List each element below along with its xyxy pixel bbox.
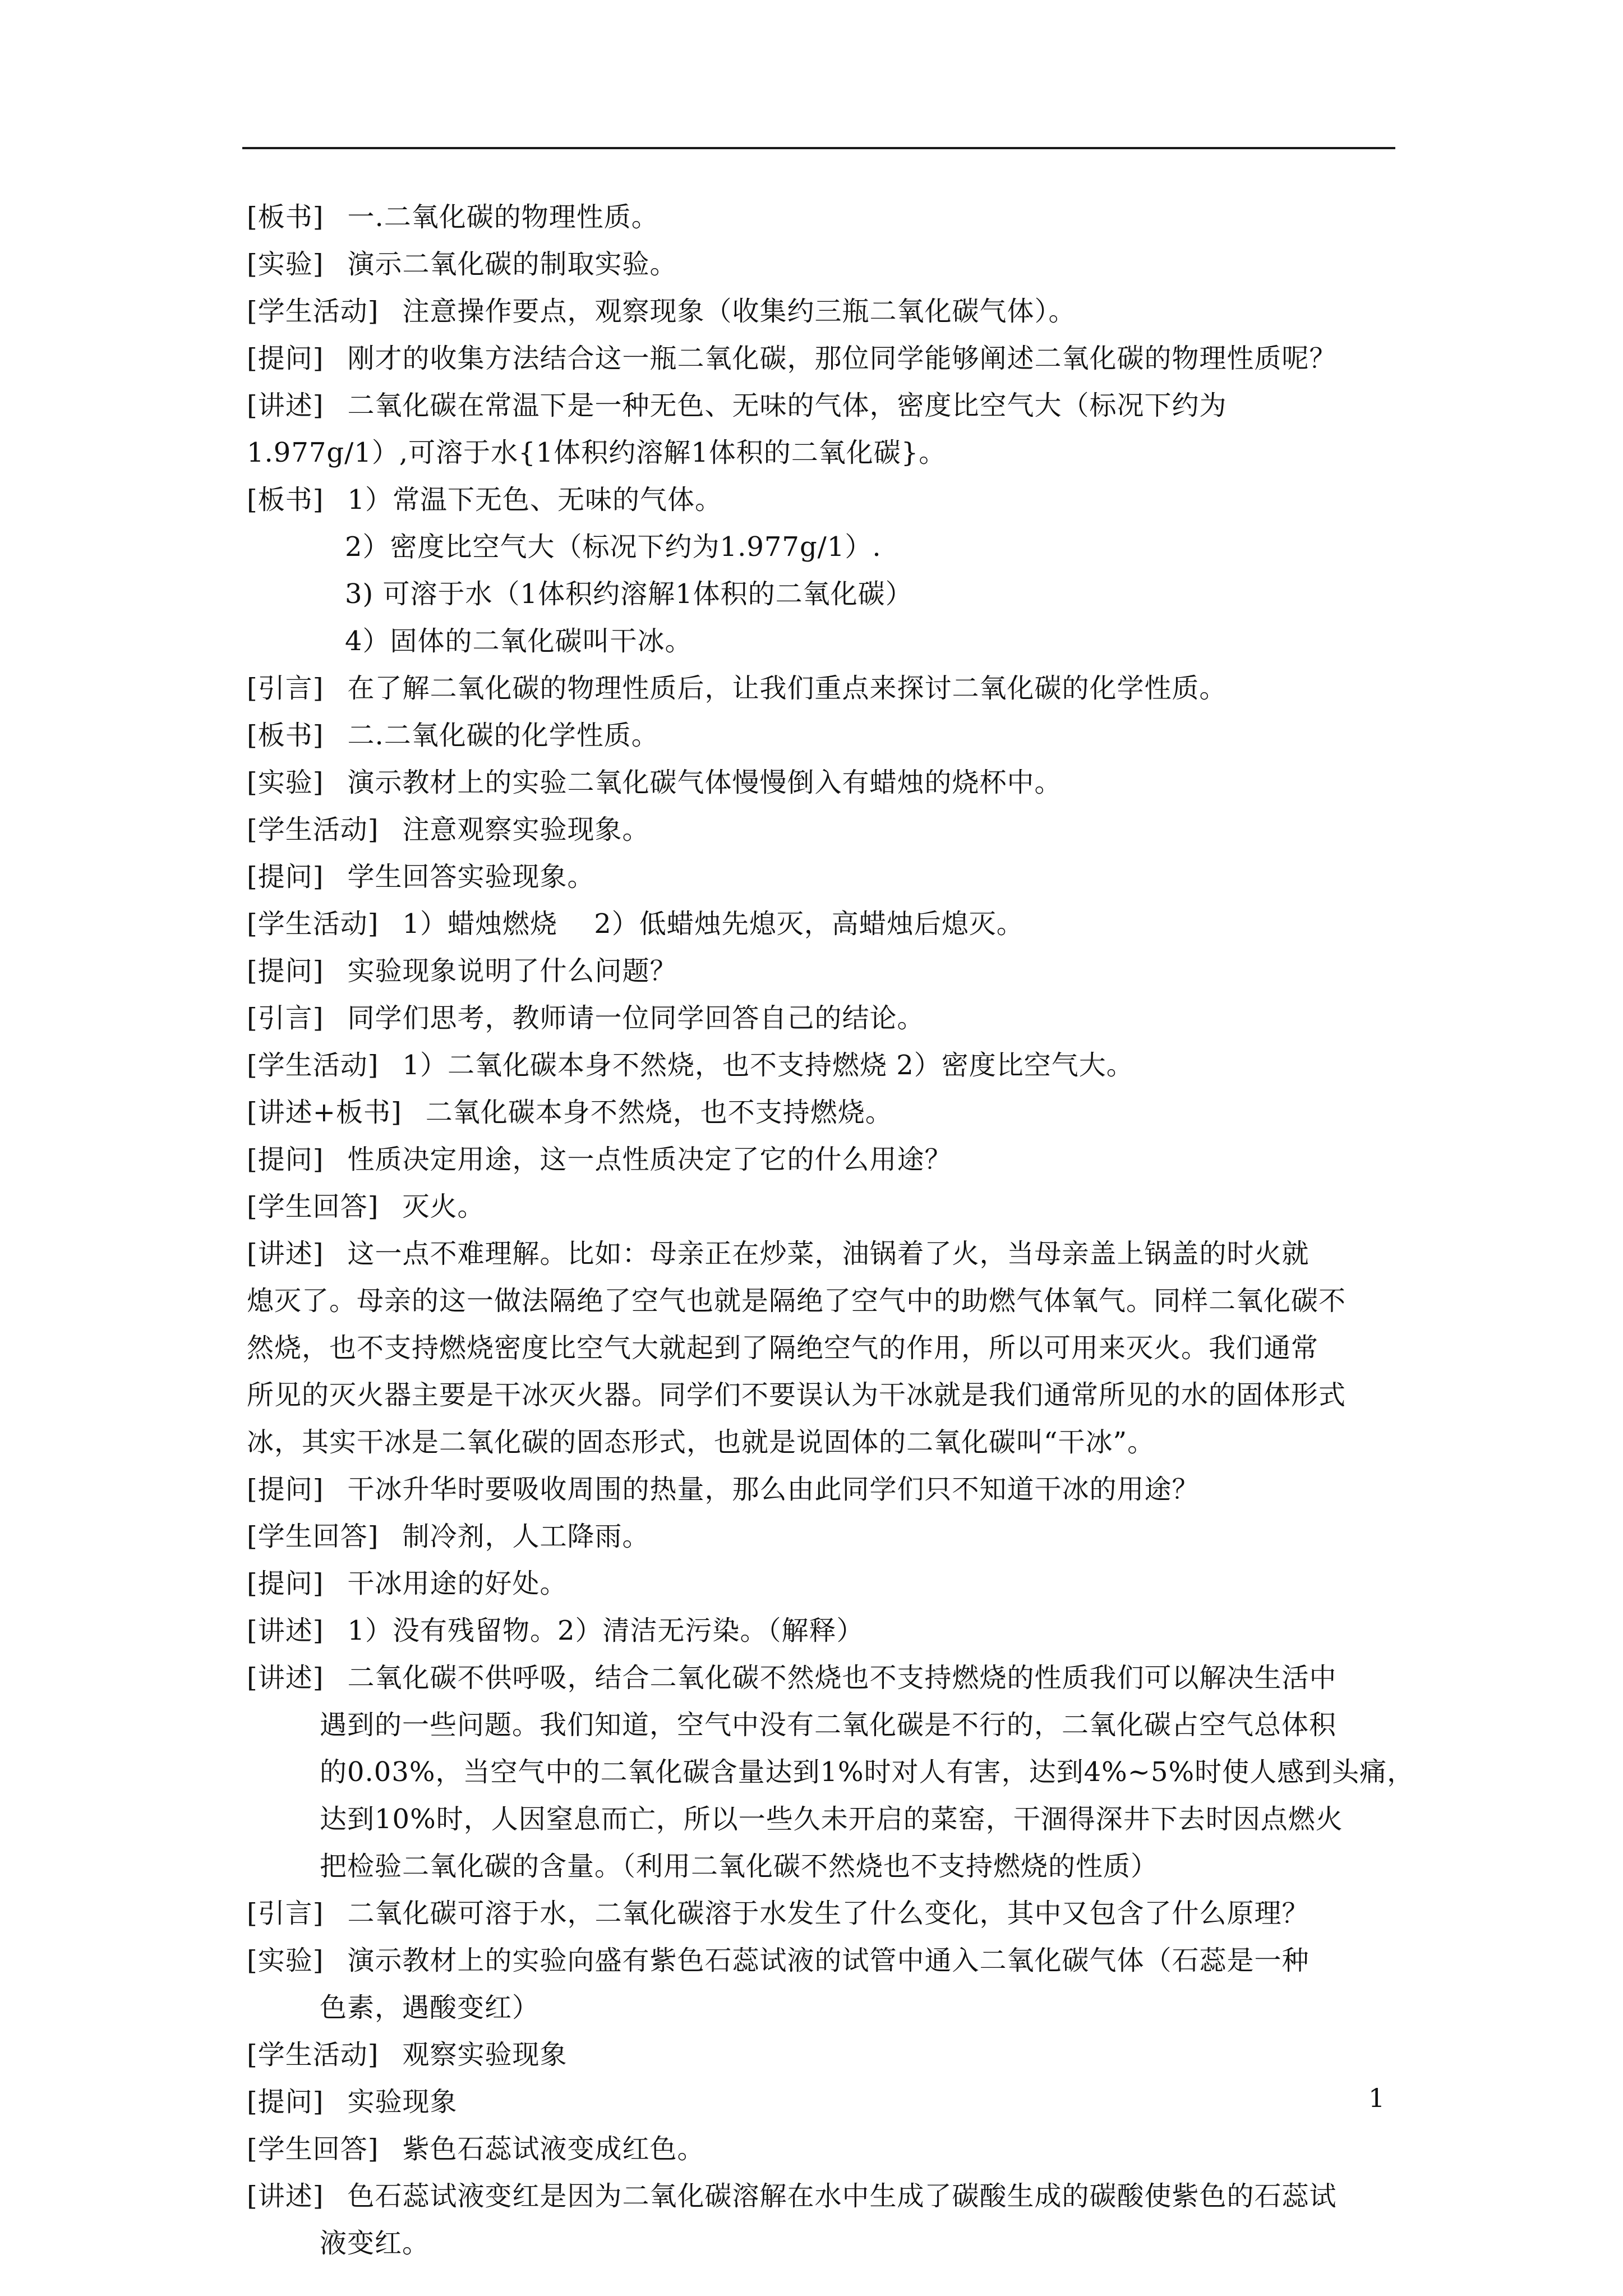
experiment-line: [实验] 演示教材上的实验向盛有紫色石蕊试液的试管中通入二氧化碳气体（石蕊是一种 — [247, 1945, 1310, 1976]
board-list-item: 3) 可溶于水（1体积约溶解1体积的二氧化碳） — [345, 578, 913, 610]
lecture-continuation-line: 冰，其实干冰是二氧化碳的固态形式，也就是说固体的二氧化碳叫“干冰”。 — [247, 1427, 1155, 1458]
student-activity-line: [学生活动] 1）蜡烛燃烧 2）低蜡烛先熄灭，高蜡烛后熄灭。 — [247, 908, 1024, 940]
lecture-continuation-line: 的0.03%，当空气中的二氧化碳含量达到1%时对人有害，达到4%~5%时使人感到头痛， — [320, 1756, 1415, 1788]
student-activity-line: [学生活动] 1）二氧化碳本身不然烧，也不支持燃烧 2）密度比空气大。 — [247, 1050, 1134, 1081]
question-line: [提问] 刚才的收集方法结合这一瓶二氧化碳，那位同学能够阐述二氧化碳的物理性质呢？ — [247, 343, 1337, 374]
student-activity-line: [学生活动] 注意观察实验现象。 — [247, 814, 650, 845]
lecture-continuation-line: 熄灭了。母亲的这一做法隔绝了空气也就是隔绝了空气中的助燃气体氧气。同样二氧化碳不 — [247, 1285, 1347, 1317]
board-note-line: [板书] 二.二氧化碳的化学性质。 — [247, 720, 659, 751]
student-activity-line: [学生活动] 注意操作要点，观察现象（收集约三瓶二氧化碳气体）。 — [247, 296, 1076, 327]
lecture-continuation-line: 然烧，也不支持燃烧密度比空气大就起到了隔绝空气的作用，所以可用来灭火。我们通常 — [247, 1332, 1319, 1364]
question-line: [提问] 学生回答实验现象。 — [247, 861, 595, 892]
lecture-line: [讲述] 色石蕊试液变红是因为二氧化碳溶解在水中生成了碳酸生成的碳酸使紫色的石蕊试 — [247, 2180, 1337, 2212]
page-number: 1 — [1368, 2083, 1385, 2113]
board-list-item: 4）固体的二氧化碳叫干冰。 — [345, 625, 693, 657]
lecture-continuation-line: 达到10%时，人因窒息而亡，所以一些久未开启的菜窑，干涸得深井下去时因点燃火 — [320, 1803, 1343, 1835]
header-rule — [242, 147, 1395, 149]
question-line: [提问] 实验现象说明了什么问题？ — [247, 955, 677, 987]
lecture-line: [讲述] 二氧化碳不供呼吸，结合二氧化碳不然烧也不支持燃烧的性质我们可以解决生活中 — [247, 1662, 1337, 1694]
question-line: [提问] 实验现象 — [247, 2086, 458, 2118]
lecture-continuation-line: 遇到的一些问题。我们知道，空气中没有二氧化碳是不行的，二氧化碳占空气总体积 — [320, 1709, 1337, 1741]
lecture-continuation-line: 把检验二氧化碳的含量。（利用二氧化碳不然烧也不支持燃烧的性质） — [320, 1851, 1159, 1882]
question-line: [提问] 干冰升华时要吸收周围的热量，那么由此同学们只不知道干冰的用途？ — [247, 1474, 1200, 1505]
lecture-board-line: [讲述+板书] 二氧化碳本身不然烧，也不支持燃烧。 — [247, 1097, 893, 1128]
lecture-continuation-line: 1.977g/1）,可溶于水{1体积约溶解1体积的二氧化碳}。 — [247, 437, 947, 468]
introduction-line: [引言] 在了解二氧化碳的物理性质后，让我们重点来探讨二氧化碳的化学性质。 — [247, 673, 1227, 704]
experiment-line: [实验] 演示二氧化碳的制取实验。 — [247, 249, 677, 280]
board-list-item: 2）密度比空气大（标况下约为1.977g/1）. — [345, 531, 882, 563]
student-answer-line: [学生回答] 紫色石蕊试液变成红色。 — [247, 2133, 705, 2165]
lesson-plan-body — [247, 194, 1413, 2267]
student-answer-line: [学生回答] 制冷剂，人工降雨。 — [247, 1521, 650, 1552]
board-note-line: [板书] 一.二氧化碳的物理性质。 — [247, 201, 659, 233]
student-activity-line: [学生活动] 观察实验现象 — [247, 2039, 568, 2070]
question-line: [提问] 干冰用途的好处。 — [247, 1568, 568, 1599]
lecture-line: [讲述] 二氧化碳在常温下是一种无色、无味的气体，密度比空气大（标况下约为 — [247, 390, 1227, 421]
question-line: [提问] 性质决定用途，这一点性质决定了它的什么用途？ — [247, 1144, 952, 1175]
experiment-continuation-line: 色素，遇酸变红） — [320, 1992, 540, 2023]
board-note-line: [板书] 1）常温下无色、无味的气体。 — [247, 484, 723, 516]
lecture-line: [讲述] 这一点不难理解。比如：母亲正在炒菜，油锅着了火，当母亲盖上锅盖的时火就 — [247, 1238, 1310, 1269]
lecture-continuation-line: 液变红。 — [320, 2228, 430, 2259]
student-answer-line: [学生回答] 灭火。 — [247, 1191, 485, 1222]
experiment-line: [实验] 演示教材上的实验二氧化碳气体慢慢倒入有蜡烛的烧杯中。 — [247, 767, 1062, 798]
lecture-line: [讲述] 1）没有残留物。2）清洁无污染。（解释） — [247, 1615, 864, 1646]
lecture-continuation-line: 所见的灭火器主要是干冰灭火器。同学们不要误认为干冰就是我们通常所见的水的固体形式 — [247, 1379, 1347, 1411]
introduction-line: [引言] 二氧化碳可溶于水，二氧化碳溶于水发生了什么变化，其中又包含了什么原理？ — [247, 1898, 1310, 1929]
introduction-line: [引言] 同学们思考，教师请一位同学回答自己的结论。 — [247, 1002, 925, 1034]
